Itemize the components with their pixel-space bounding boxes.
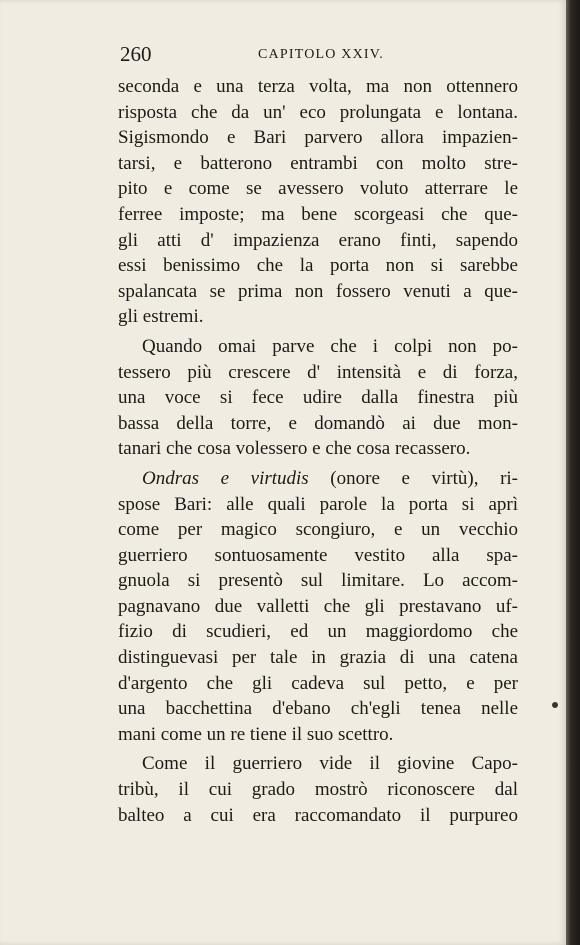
running-head: CAPITOLO XXIV. <box>258 47 384 62</box>
text-fragment: (onore e virtù), ri- <box>308 467 519 489</box>
ink-dot-mark <box>552 702 558 708</box>
italic-phrase: Ondras e virtudis <box>142 467 309 489</box>
text-line: distinguevasi per tale in grazia di una catena <box>118 647 518 669</box>
text-line: d'argento che gli cadeva sul petto, e per <box>118 672 518 694</box>
text-line: Sigismondo e Bari parvero allora impazien- <box>118 127 518 149</box>
text-line: seconda e una terza volta, ma non ottennero <box>118 76 518 97</box>
text-line: come per magico scongiuro, e un vecchio <box>118 519 518 541</box>
text-line: tanari che cosa volessero e che cosa recassero. <box>118 438 471 460</box>
text-line: tribù, il cui grado mostrò riconoscere dal <box>118 779 518 801</box>
text-line: spose Bari: alle quali parole la porta si aprì <box>118 493 518 515</box>
text-line: pito e come se avessero voluto atterrare le <box>118 178 518 200</box>
text-line: gli atti d' impazienza erano finti, sapendo <box>118 229 518 251</box>
text-line: Come il guerriero vide il giovine Capo- <box>142 753 518 775</box>
text-line <box>118 466 518 492</box>
text-line: mani come un re tiene il suo scettro. <box>118 723 394 745</box>
text-line: risposta che da un' eco prolungata e lontana. <box>118 101 518 123</box>
text-line: tarsi, e batterono entrambi con molto stre- <box>118 152 518 174</box>
text-line: gnuola si presentò sul limitare. Lo accom- <box>118 570 518 592</box>
text-line: essi benissimo che la porta non si sarebbe <box>118 255 518 277</box>
text-line: Quando omai parve che i colpi non po- <box>142 335 518 357</box>
text-line: una bacchettina d'ebano ch'egli tenea nelle <box>118 698 518 720</box>
text-line: pagnavano due valletti che gli prestavano uf- <box>118 595 518 617</box>
text-line: bassa della torre, e domandò ai due mon- <box>118 412 518 434</box>
page-number: 260 <box>120 42 152 66</box>
text-line: fizio di scudieri, ed un maggiordomo che <box>118 621 518 643</box>
text-line: guerriero sontuosamente vestito alla spa- <box>118 544 518 566</box>
text-line: tessero più crescere d' intensità e di forza, <box>118 361 518 383</box>
text-line: una voce si fece udire dalla finestra più <box>118 387 518 409</box>
text-line: ferree imposte; ma bene scorgeasi che que- <box>118 203 518 225</box>
text-line: spalancata se prima non fossero venuti a que- <box>118 280 518 302</box>
text-line: gli estremi. <box>118 306 204 328</box>
page-header <box>120 42 520 66</box>
page-edge-shadow <box>566 0 580 945</box>
text-line: balteo a cui era raccomandato il purpureo <box>118 804 518 826</box>
body-text <box>118 74 518 828</box>
